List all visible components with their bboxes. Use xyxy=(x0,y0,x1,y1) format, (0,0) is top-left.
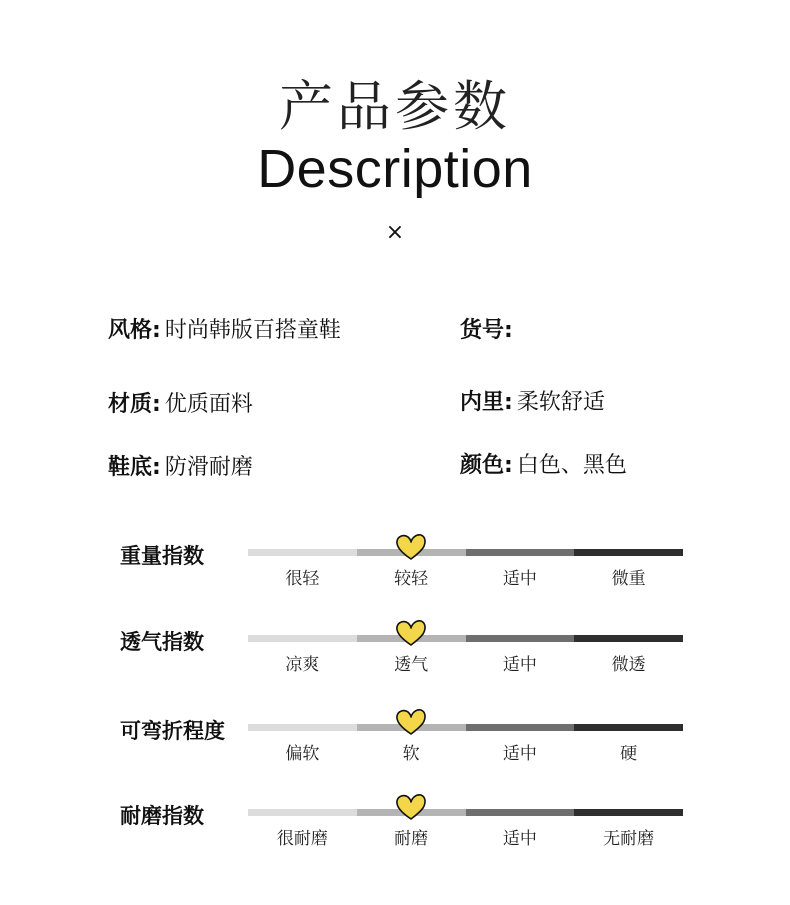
spec-material xyxy=(108,387,253,418)
scale-segment xyxy=(248,635,357,642)
index-option-label: 适中 xyxy=(502,829,537,849)
spec-style-key: 风格: xyxy=(108,318,161,343)
index-label-breathability: 透气指数 xyxy=(120,630,204,654)
heart-icon xyxy=(394,792,428,822)
scale-segment xyxy=(248,809,357,816)
spec-color-value: 白色、黑色 xyxy=(516,453,627,478)
spec-sole-key: 鞋底: xyxy=(108,455,161,480)
index-label-flexibility: 可弯折程度 xyxy=(120,719,225,743)
index-scale-bar xyxy=(248,549,683,556)
heart-icon xyxy=(394,618,428,648)
index-label-wear-resistance: 耐磨指数 xyxy=(120,804,204,828)
spec-sole xyxy=(108,450,253,481)
index-option-label: 透气 xyxy=(394,655,429,675)
spec-item-no-key: 货号: xyxy=(460,318,513,343)
heart-icon xyxy=(394,707,428,737)
index-options xyxy=(248,739,683,764)
spec-style xyxy=(108,313,341,344)
scale-segment xyxy=(248,549,357,556)
index-scale-bar xyxy=(248,809,683,816)
index-option-label: 适中 xyxy=(502,569,537,589)
scale-segment xyxy=(248,724,357,731)
spec-color-key: 颜色: xyxy=(460,453,513,478)
index-options xyxy=(248,564,683,589)
scale-segment xyxy=(466,809,575,816)
scale-segment xyxy=(574,809,683,816)
heart-icon xyxy=(394,532,428,562)
index-option-label: 很轻 xyxy=(285,569,320,589)
spec-item-no xyxy=(460,313,517,344)
index-option-label: 凉爽 xyxy=(285,655,320,675)
title-separator: × xyxy=(385,220,405,245)
spec-lining-key: 内里: xyxy=(460,390,513,415)
spec-lining xyxy=(460,385,605,416)
scale-segment xyxy=(574,549,683,556)
spec-color xyxy=(460,448,627,479)
spec-material-key: 材质: xyxy=(108,392,161,417)
index-scale-bar xyxy=(248,724,683,731)
index-option-label: 偏软 xyxy=(285,744,320,764)
title-cn: 产品参数 xyxy=(279,75,511,138)
scale-segment xyxy=(466,549,575,556)
scale-segment xyxy=(574,635,683,642)
title-en: Description xyxy=(257,139,533,199)
index-option-label: 耐磨 xyxy=(394,829,429,849)
spec-sole-value: 防滑耐磨 xyxy=(164,455,253,480)
index-option-label: 无耐磨 xyxy=(603,829,655,849)
index-option-label: 微透 xyxy=(611,655,646,675)
index-option-label: 硬 xyxy=(620,744,638,764)
index-label-weight: 重量指数 xyxy=(120,544,204,568)
index-option-label: 适中 xyxy=(502,655,537,675)
spec-material-value: 优质面料 xyxy=(164,392,253,417)
scale-segment xyxy=(466,724,575,731)
spec-style-value: 时尚韩版百搭童鞋 xyxy=(164,318,341,343)
index-option-label: 软 xyxy=(402,744,420,764)
scale-segment xyxy=(574,724,683,731)
index-options xyxy=(248,824,683,849)
spec-lining-value: 柔软舒适 xyxy=(516,390,605,415)
index-scale-bar xyxy=(248,635,683,642)
index-option-label: 很耐磨 xyxy=(276,829,328,849)
index-option-label: 适中 xyxy=(502,744,537,764)
scale-segment xyxy=(466,635,575,642)
index-options xyxy=(248,650,683,675)
index-option-label: 微重 xyxy=(611,569,646,589)
index-option-label: 较轻 xyxy=(394,569,429,589)
